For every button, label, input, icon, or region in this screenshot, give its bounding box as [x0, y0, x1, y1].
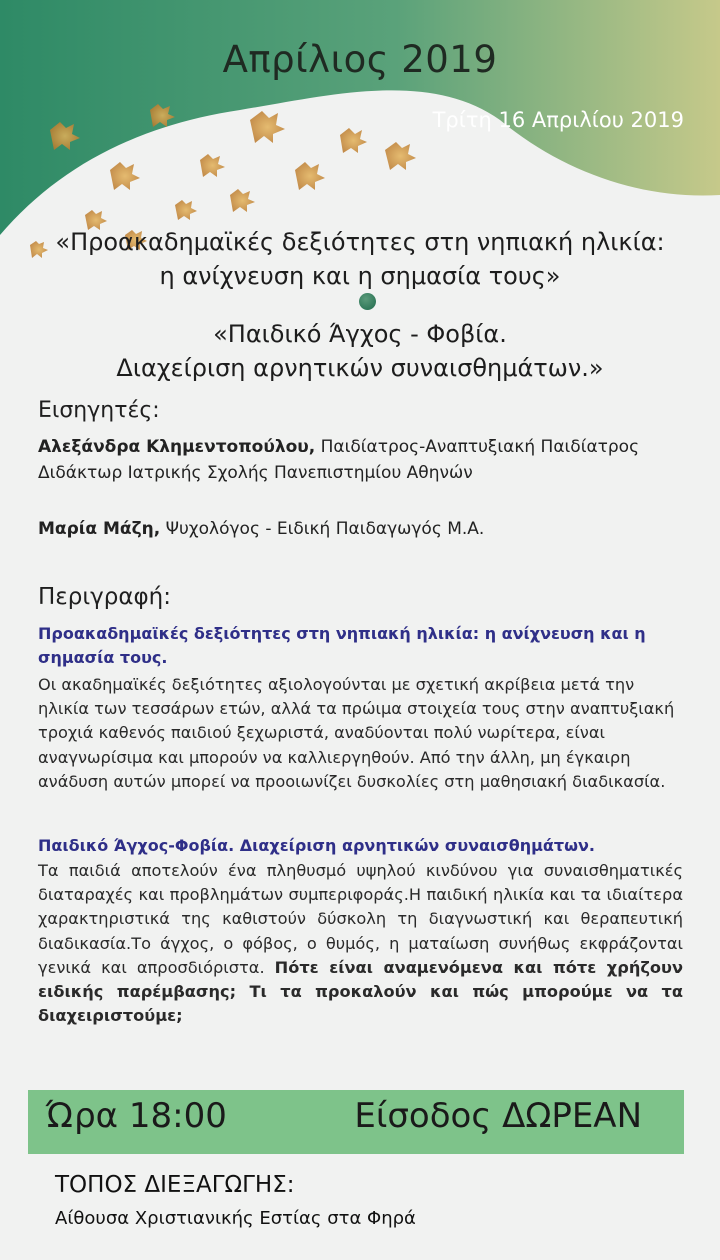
description-paragraph-2	[38, 859, 683, 1028]
talk-2-title	[0, 317, 720, 385]
speaker-2-role: Ψυχολόγος - Ειδική Παιδαγωγός Μ.Α.	[160, 519, 485, 539]
speaker-2-name: Μαρία Μάζη,	[38, 519, 161, 539]
speaker-1-role: Παιδίατρος-Αναπτυξιακή Παιδίατρος Διδάκτωρ Ιατρικής Σχολής Πανεπιστημίου Αθηνών	[38, 437, 640, 483]
speaker-1-name: Αλεξάνδρα Κλημεντοπούλου,	[38, 437, 316, 457]
description-paragraph-2-text: Τα παιδιά αποτελούν ένα πληθυσμό υψηλού κινδύνου για συναισθηματικές διαταραχές και προβλημάτων συμπεριφοράς.Η παιδική ηλικία και τα ιδιαίτερα χαρακτηριστικά της καθιστούν δύσκολη τη διαγνωστική και θεραπευτική διαδικασία.Το άγχος, ο φόβος, ο θυμός, η ματαίωση συνήθως εκφράζονται γενικά και απροσδιόριστα.	[38, 861, 683, 977]
talk-2-title-line-2: Διαχείριση αρνητικών συναισθημάτων.»	[116, 354, 604, 382]
speaker-2	[38, 516, 688, 542]
description-paragraph-2-questions: Πότε είναι αναμενόμενα και πότε χρήζουν ειδικής παρέμβασης; Τι τα προκαλούν και πώς μπορούμε να τα διαχειριστούμε;	[38, 957, 683, 1026]
event-time: Ώρα 18:00	[46, 1096, 227, 1136]
description-subheading-1: Προακαδημαϊκές δεξιότητες στη νηπιακή ηλικία: η ανίχνευση και η σημασία τους.	[38, 624, 646, 667]
speakers-heading: Εισηγητές:	[38, 398, 160, 423]
talk-2-title-line-1: «Παιδικό Άγχος - Φοβία.	[213, 320, 507, 348]
event-date: Τρίτη 16 Απριλίου 2019	[432, 108, 684, 132]
talk-1-title	[0, 225, 720, 293]
description-heading: Περιγραφή:	[38, 584, 171, 610]
separator-dot	[359, 293, 376, 310]
talk-1-title-line-1: «Προακαδημαϊκές δεξιότητες στη νηπιακή ηλικία:	[55, 228, 665, 256]
talk-1-title-line-2: η ανίχνευση και η σημασία τους»	[159, 262, 561, 290]
speaker-1	[38, 434, 688, 486]
month-title: Απρίλιος 2019	[222, 38, 498, 81]
venue-name: Αίθουσα Χριστιανικής Εστίας στα Φηρά	[55, 1208, 416, 1229]
description-paragraph-1: Οι ακαδημαϊκές δεξιότητες αξιολογούνται με σχετική ακρίβεια μετά την ηλικία των τεσσάρων ετών, αλλά τα πρώιμα στοιχεία τους στην αναπτυξιακή τροχιά καθενός παιδιού ξεχωριστά, αναδύονται πολύ νωρίτερα, είναι αναγνωρίσιμα και μπορούν να καλλιεργηθούν. Από την άλλη, μη έγκαιρη ανάδυση αυτών μπορεί να προοιωνίζει δυσκολίες στη μαθησιακή διαδικασία.	[38, 675, 675, 791]
description-subheading-2: Παιδικό Άγχος-Φοβία. Διαχείριση αρνητικών συναισθημάτων.	[38, 836, 595, 855]
venue-heading: ΤΟΠΟΣ ΔΙΕΞΑΓΩΓΗΣ:	[55, 1172, 295, 1198]
free-entry-label: Είσοδος ΔΩΡΕΑΝ	[354, 1096, 642, 1136]
